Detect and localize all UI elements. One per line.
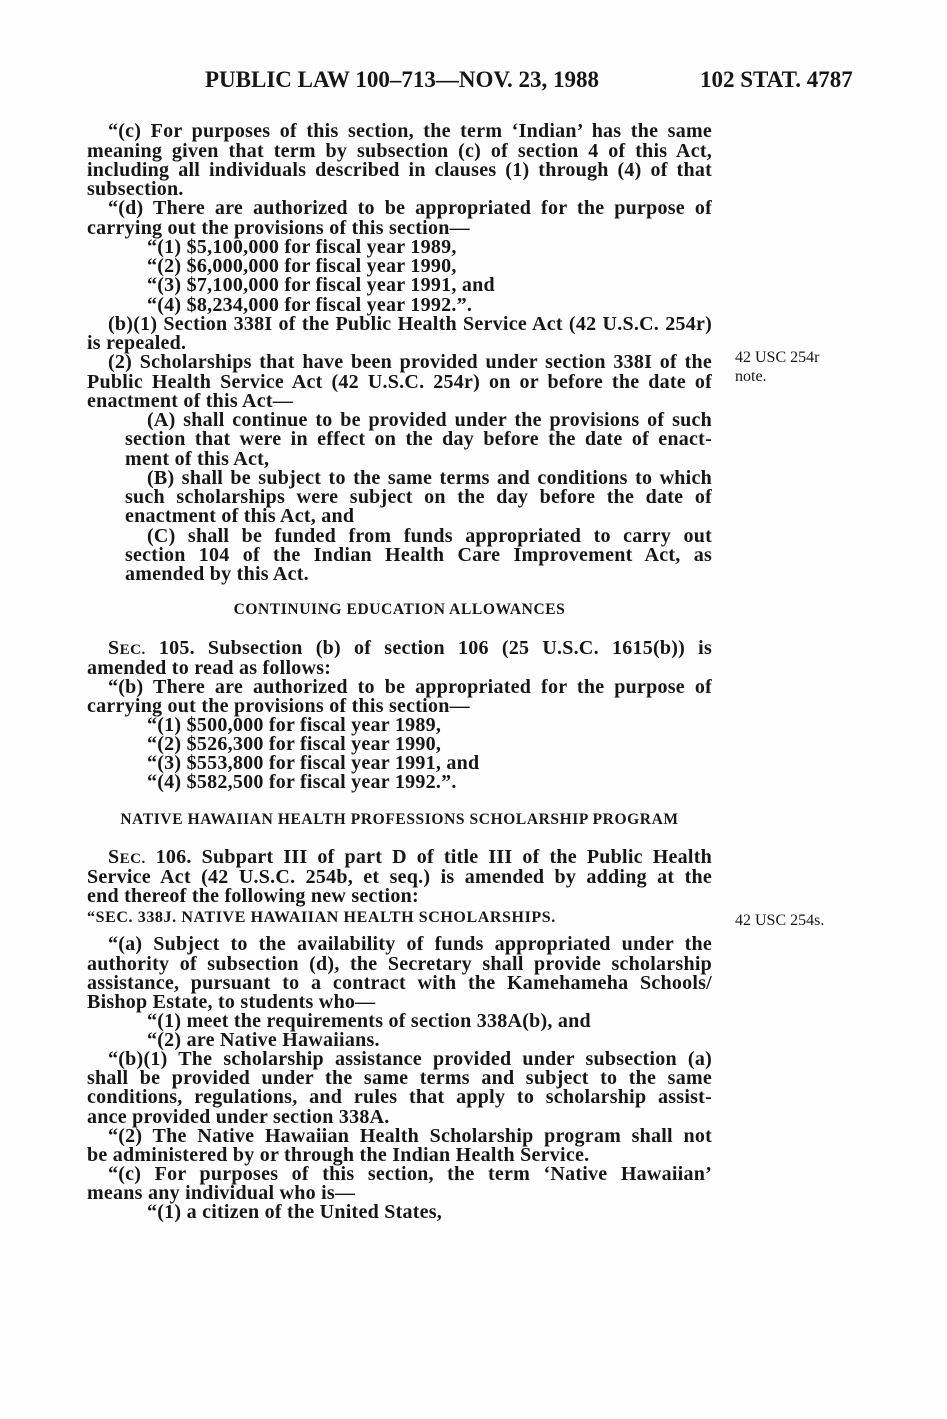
paragraph-line: Public Health Service Act (42 U.S.C. 254r) on or before the date of — [87, 370, 712, 393]
list-item-line: (A) shall continue to be provided under the provisions of such — [147, 409, 712, 432]
paragraph-text: 105. Subsection (b) of section 106 (25 U.S.C. 1615(b)) is — [158, 637, 712, 660]
section-heading-continuing-education: CONTINUING EDUCATION ALLOWANCES — [233, 601, 566, 618]
section-heading-native-hawaiian-program: NATIVE HAWAIIAN HEALTH PROFESSIONS SCHOLARSHIP PROGRAM — [120, 811, 679, 828]
paragraph-line: “(b)(1) The scholarship assistance provided under subsection (a) — [108, 1048, 712, 1071]
paragraph-line: conditions, regulations, and rules that apply to scholarship assist- — [87, 1086, 712, 1109]
paragraph-line: amended to read as follows: — [87, 656, 332, 679]
paragraph-line: meaning given that term by subsection (c) of section 4 of this Act, — [87, 139, 712, 162]
list-item-line: ment of this Act, — [125, 447, 270, 470]
page-reference: 102 STAT. 4787 — [700, 67, 853, 92]
paragraph-line: (b)(1) Section 338I of the Public Health Service Act (42 U.S.C. 254r) — [108, 312, 712, 335]
list-item-line: (C) shall be funded from funds appropriated to carry out — [147, 524, 712, 547]
paragraph-line: “(c) For purposes of this section, the term ‘Indian’ has the same — [108, 120, 712, 143]
list-item-line: (B) shall be subject to the same terms and conditions to which — [147, 466, 712, 489]
paragraph-line: ance provided under section 338A. — [87, 1105, 390, 1128]
paragraph-text: 106. Subpart III of part D of title III of the Public Health — [155, 846, 713, 869]
paragraph-line — [87, 639, 712, 658]
list-item-line: “(1) a citizen of the United States, — [147, 1201, 443, 1224]
paragraph-line: (2) Scholarships that have been provided under section 338I of the — [108, 351, 712, 374]
section-label: SEC. — [108, 846, 146, 869]
margin-note-usc-254r-note: note. — [735, 367, 767, 385]
list-item-line: “(1) meet the requirements of section 338A(b), and — [147, 1009, 591, 1032]
list-item-line: “(1) $5,100,000 for fiscal year 1989, — [147, 235, 457, 258]
text-block-section-106 — [87, 848, 712, 906]
paragraph-line: enactment of this Act— — [87, 389, 294, 412]
list-item-line: “(2) $526,300 for fiscal year 1990, — [147, 733, 442, 756]
paragraph-line: “(a) Subject to the availability of funds appropriated under the — [108, 933, 712, 956]
text-block-section-338j — [87, 935, 712, 1222]
paragraph-line: “(c) For purposes of this section, the term ‘Native Hawaiian’ — [108, 1162, 712, 1185]
paragraph-line: Service Act (42 U.S.C. 254b, et seq.) is amended by adding at the — [87, 865, 712, 888]
paragraph-line: means any individual who is— — [87, 1182, 356, 1205]
margin-note-usc-254s: 42 USC 254s. — [735, 911, 825, 929]
paragraph-line: “(2) The Native Hawaiian Health Scholarship program shall not — [108, 1124, 712, 1147]
list-item-line: such scholarships were subject on the day before the date of — [125, 486, 712, 509]
paragraph-line: is repealed. — [87, 332, 187, 355]
list-item-line: “(1) $500,000 for fiscal year 1989, — [147, 713, 442, 736]
paragraph-line: assistance, pursuant to a contract with the Kamehameha Schools/ — [87, 971, 712, 994]
text-block-section-105 — [87, 639, 712, 792]
list-item-line: “(3) $7,100,000 for fiscal year 1991, and — [147, 274, 495, 297]
subsection-heading-sec-338j: “SEC. 338J. NATIVE HAWAIIAN HEALTH SCHOLARSHIPS. — [87, 909, 556, 926]
list-item-line: “(4) $582,500 for fiscal year 1992.”. — [147, 771, 457, 794]
paragraph-line: “(d) There are authorized to be appropriated for the purpose of — [108, 197, 712, 220]
paragraph-line: carrying out the provisions of this section— — [87, 216, 470, 239]
list-item-line: “(2) $6,000,000 for fiscal year 1990, — [147, 255, 457, 278]
paragraph-line: carrying out the provisions of this section— — [87, 694, 470, 717]
running-header-title: PUBLIC LAW 100–713—NOV. 23, 1988 — [205, 67, 600, 92]
section-label: SEC. — [108, 637, 146, 660]
list-item-line: amended by this Act. — [125, 563, 309, 586]
list-item-line: “(2) are Native Hawaiians. — [147, 1029, 380, 1052]
list-item-line: section 104 of the Indian Health Care Improvement Act, as — [125, 543, 712, 566]
paragraph-line: shall be provided under the same terms and subject to the same — [87, 1067, 712, 1090]
paragraph-line: subsection. — [87, 178, 184, 201]
paragraph-line — [87, 848, 712, 867]
list-item-line: enactment of this Act, and — [125, 505, 355, 528]
paragraph-line: end thereof the following new section: — [87, 884, 419, 907]
paragraph-line: “(b) There are authorized to be appropriated for the purpose of — [108, 675, 712, 698]
margin-note-usc-254r: 42 USC 254r — [735, 348, 820, 366]
list-item-line: “(4) $8,234,000 for fiscal year 1992.”. — [147, 293, 473, 316]
paragraph-line: authority of subsection (d), the Secretary shall provide scholarship — [87, 952, 712, 975]
list-item-line: “(3) $553,800 for fiscal year 1991, and — [147, 752, 480, 775]
list-item-line: section that were in effect on the day before the date of enact- — [125, 428, 712, 451]
paragraph-line: including all individuals described in clauses (1) through (4) of that — [87, 158, 712, 181]
text-block-section-104 — [87, 122, 712, 584]
paragraph-line: be administered by or through the Indian Health Service. — [87, 1143, 590, 1166]
paragraph-line: Bishop Estate, to students who— — [87, 990, 376, 1013]
